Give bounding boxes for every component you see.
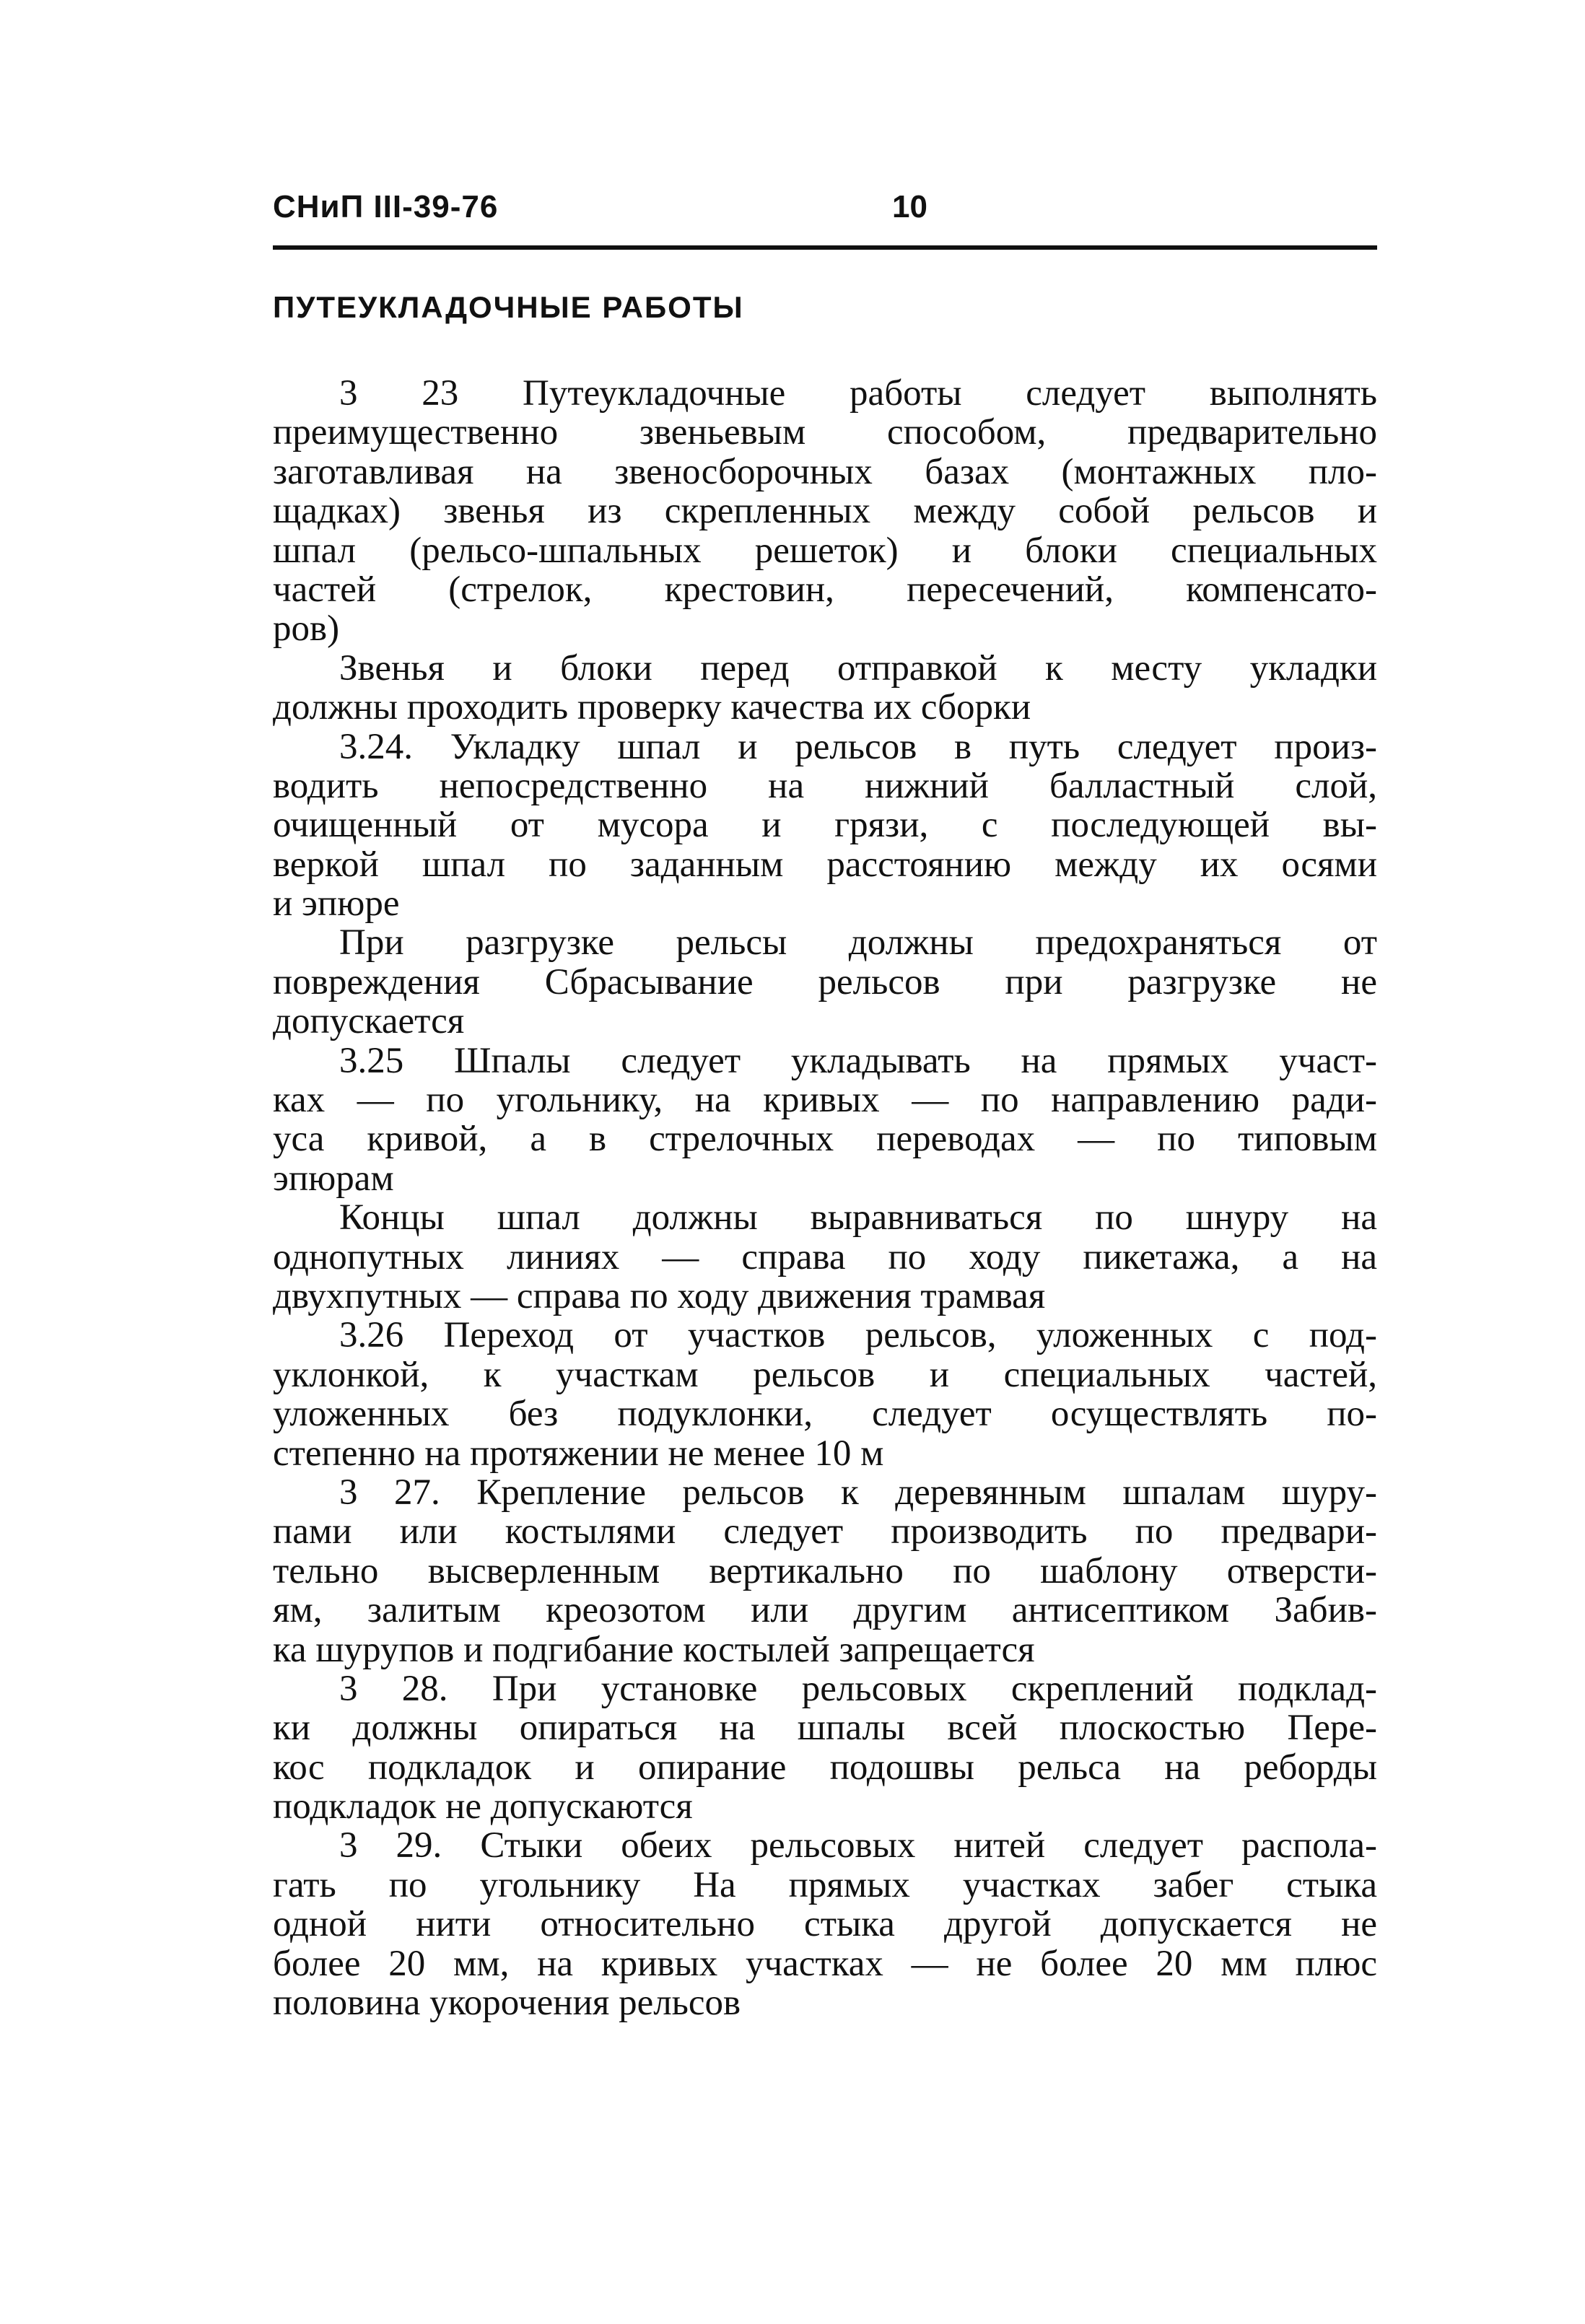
text-line: уса кривой, а в стрелочных переводах — по типовым	[273, 1119, 1377, 1160]
text-line: повреждения Сбрасывание рельсов при разгрузке не	[273, 961, 1377, 1002]
page-header	[273, 189, 1377, 234]
text-line: заготавливая на звеносборочных базах (монтажных пло-	[273, 451, 1377, 492]
text-line: водить непосредственно на нижний балластный слой,	[273, 765, 1377, 806]
body-text	[273, 374, 1377, 2022]
text-line: уклонкой, к участкам рельсов и специальных частей,	[273, 1354, 1377, 1395]
text-line: 3.26 Переход от участков рельсов, уложенных с под-	[339, 1315, 1377, 1356]
header-rule	[273, 245, 1377, 250]
text-line: кос подкладок и опирание подошвы рельса на реборды	[273, 1747, 1377, 1788]
text-line: ках — по угольнику, на кривых — по направлению ради-	[273, 1080, 1377, 1121]
page-number: 10	[892, 189, 927, 224]
text-line: 3 23 Путеукладочные работы следует выполнять	[339, 373, 1377, 414]
text-line: более 20 мм, на кривых участках — не более 20 мм плюс	[273, 1943, 1377, 1984]
text-line: ка шурупов и подгибание костылей запрещается	[273, 1629, 1035, 1670]
text-line: подкладок не допускаются	[273, 1786, 693, 1827]
text-line: ки должны опираться на шпалы всей плоскостью Пере-	[273, 1708, 1377, 1749]
text-line: 3 28. При установке рельсовых скреплений подклад-	[339, 1668, 1377, 1709]
text-line: 3 29. Стыки обеих рельсовых нитей следует распола-	[339, 1825, 1377, 1866]
text-line: тельно высверленным вертикально по шаблону отверсти-	[273, 1550, 1377, 1591]
text-line: одной нити относительно стыка другой допускается не	[273, 1904, 1377, 1945]
text-line: шпал (рельсо-шпальных решеток) и блоки специальных	[273, 530, 1377, 571]
text-line: частей (стрелок, крестовин, пересечений, компенсато-	[273, 569, 1377, 610]
text-line: половина укорочения рельсов	[273, 1983, 741, 2024]
text-line: двухпутных — справа по ходу движения трамвая	[273, 1275, 1046, 1316]
text-line: должны проходить проверку качества их сборки	[273, 687, 1031, 728]
text-line: 3.25 Шпалы следует укладывать на прямых участ-	[339, 1040, 1377, 1081]
document-code: СНиП III-39-76	[273, 189, 499, 224]
text-line: допускается	[273, 1001, 465, 1042]
text-line: 3.24. Укладку шпал и рельсов в путь следует произ-	[339, 726, 1377, 767]
text-line: ров)	[273, 608, 340, 650]
text-line: преимущественно звеньевым способом, предварительно	[273, 412, 1377, 453]
text-line: веркой шпал по заданным расстоянию между их осями	[273, 844, 1377, 885]
text-line: пами или костылями следует производить по предвари-	[273, 1511, 1377, 1552]
text-line: очищенный от мусора и грязи, с последующей вы-	[273, 805, 1377, 846]
text-line: гать по угольнику На прямых участках забег стыка	[273, 1864, 1377, 1905]
text-line: 3 27. Крепление рельсов к деревянным шпалам шуру-	[339, 1472, 1377, 1513]
text-line: ям, залитым креозотом или другим антисептиком Забив-	[273, 1590, 1377, 1631]
text-line: эпюрам	[273, 1158, 394, 1199]
section-title: ПУТЕУКЛАДОЧНЫЕ РАБОТЫ	[273, 290, 744, 324]
text-line: и эпюре	[273, 883, 400, 925]
text-line: степенно на протяжении не менее 10 м	[273, 1433, 884, 1474]
text-line: При разгрузке рельсы должны предохраняться от	[339, 922, 1377, 964]
text-line: Концы шпал должны выравниваться по шнуру на	[339, 1197, 1377, 1239]
text-line: уложенных без подуклонки, следует осуществлять по-	[273, 1394, 1377, 1435]
text-line: Звенья и блоки перед отправкой к месту укладки	[339, 647, 1377, 689]
text-line: щадках) звенья из скрепленных между собой рельсов и	[273, 491, 1377, 532]
text-line: однопутных линиях — справа по ходу пикетажа, а на	[273, 1236, 1377, 1277]
